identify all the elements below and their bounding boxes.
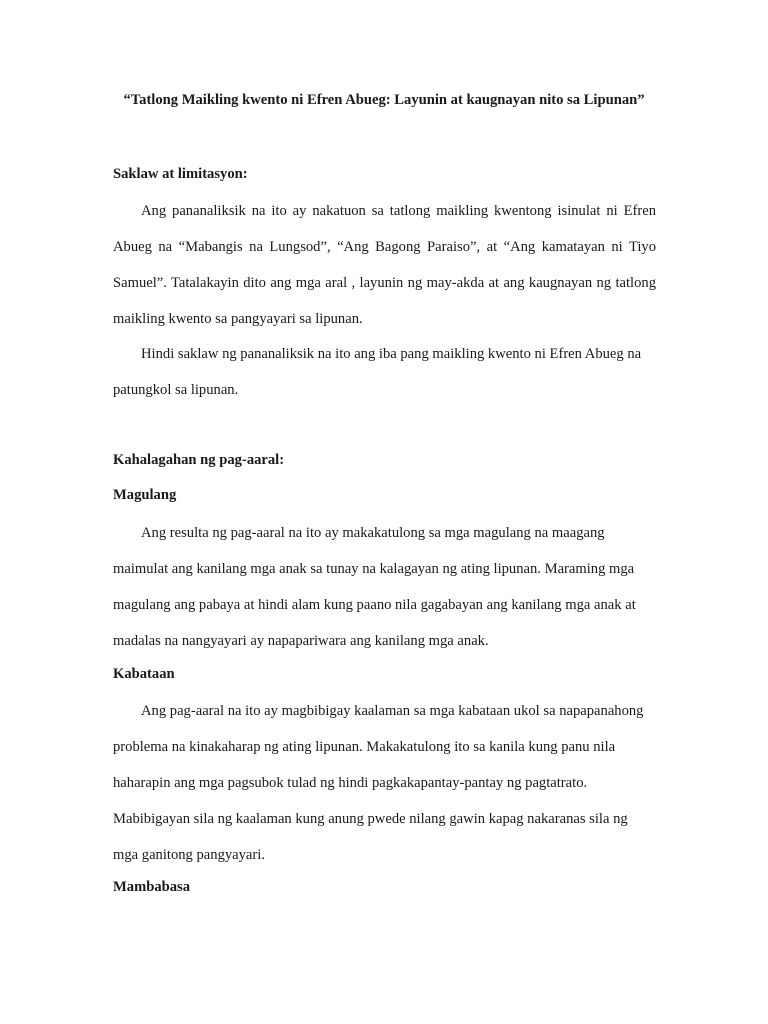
subheading-mambabasa: Mambabasa — [113, 879, 191, 895]
section-heading-kahalagahan: Kahalagahan ng pag-aaral: — [113, 452, 285, 468]
subheading-magulang: Magulang — [113, 487, 177, 503]
paragraph-saklaw-2: Hindi saklaw ng pananaliksik na ito ang iba pang maikling kwento ni Efren Abueg na patungkol sa lipunan. — [113, 346, 642, 398]
section-heading-saklaw: Saklaw at limitasyon: — [113, 166, 248, 182]
paragraph-saklaw-1: Ang pananaliksik na ito ay nakatuon sa tatlong maikling kwentong isinulat ni Efren Abueg na “Mabangis na Lungsod”, “Ang Bagong Paraiso”, at “Ang kamatayan ni Tiyo Samuel”. Tatalakayin dito ang mga aral , layunin ng may-akda at ang kaugnayan ng tatlong maikling kwento sa pangyayari sa lipunan. — [113, 203, 656, 327]
document-title: “Tatlong Maikling kwento ni Efren Abueg: Layunin at kaugnayan nito sa Lipunan” — [123, 92, 645, 108]
paragraph-kabataan: Ang pag-aaral na ito ay magbibigay kaalaman sa mga kabataan ukol sa napapanahong problema na kinakaharap ng ating lipunan. Makakatulong ito sa kanila kung panu nila haharapin ang mga pagsubok tulad ng hindi pagkakapantay-pantay ng pagtatrato. Mabibigayan sila ng kaalaman kung anung pwede nilang gawin kapag nakaranas sila ng mga ganitong pangyayari. — [113, 703, 644, 863]
paragraph-magulang: Ang resulta ng pag-aaral na ito ay makakatulong sa mga magulang na maagang maimulat ang kanilang mga anak sa tunay na kalagayan ng ating lipunan. Maraming mga magulang ang pabaya at hindi alam kung paano nila gagabayan ang kanilang mga anak at madalas na nangyayari ay napapariwara ang kanilang mga anak. — [113, 525, 636, 649]
subheading-kabataan: Kabataan — [113, 666, 175, 682]
